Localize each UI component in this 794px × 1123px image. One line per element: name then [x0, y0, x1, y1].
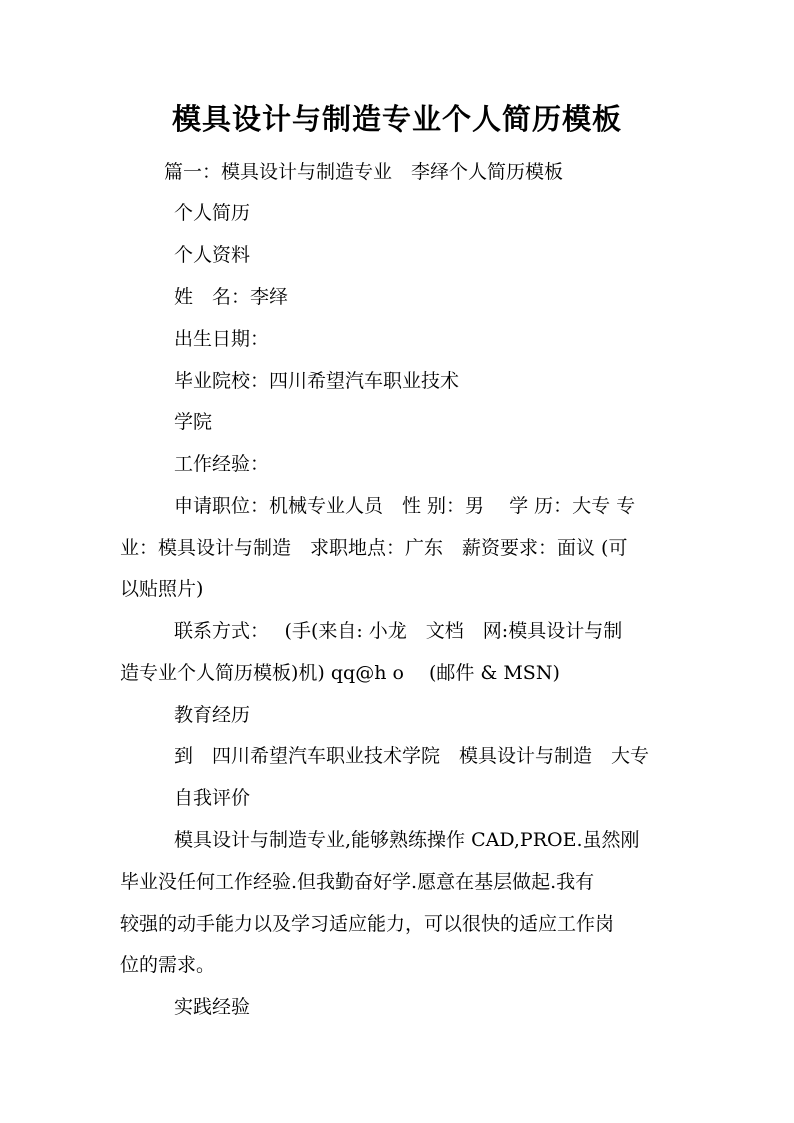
school-field: 毕业院校：四川希望汽车职业技术 [174, 370, 460, 392]
practice-experience-heading: 实践经验 [174, 996, 251, 1018]
school-field-continued: 学院 [174, 411, 213, 433]
apply-info-line-2: 业：模具设计与制造 求职地点：广东 薪资要求：面议 (可 [120, 537, 628, 559]
apply-info-line-1: 申请职位：机械专业人员 性 别：男 学 历：大专 专 [174, 495, 636, 517]
evaluation-line-3: 较强的动手能力以及学习适应能力，可以很快的适应工作岗 [120, 913, 615, 935]
evaluation-line-4: 位的需求。 [120, 954, 216, 976]
self-evaluation-heading: 自我评价 [174, 787, 251, 809]
contact-line-1: 联系方式： (手(来自: 小龙 文档 网:模具设计与制 [174, 620, 623, 642]
name-field: 姓 名：李绎 [174, 286, 289, 308]
education-detail: 到 四川希望汽车职业技术学院 模具设计与制造 大专 [174, 745, 650, 767]
apply-info-line-3: 以贴照片) [120, 578, 204, 600]
contact-line-2: 造专业个人简历模板)机) qq@h o (邮件 & MSN) [120, 662, 560, 684]
work-experience-field: 工作经验： [174, 453, 270, 475]
evaluation-line-2: 毕业没任何工作经验.但我勤奋好学.愿意在基层做起.我有 [120, 871, 595, 893]
document-title: 模具设计与制造专业个人简历模板 [171, 102, 622, 136]
education-heading: 教育经历 [174, 704, 251, 726]
birth-date-field: 出生日期： [174, 328, 270, 350]
section-heading: 篇一：模具设计与制造专业 李绎个人简历模板 [164, 161, 564, 183]
personal-info-heading: 个人资料 [174, 244, 251, 266]
evaluation-line-1: 模具设计与制造专业,能够熟练操作 CAD,PROE.虽然刚 [174, 829, 640, 851]
resume-label: 个人简历 [174, 202, 251, 224]
